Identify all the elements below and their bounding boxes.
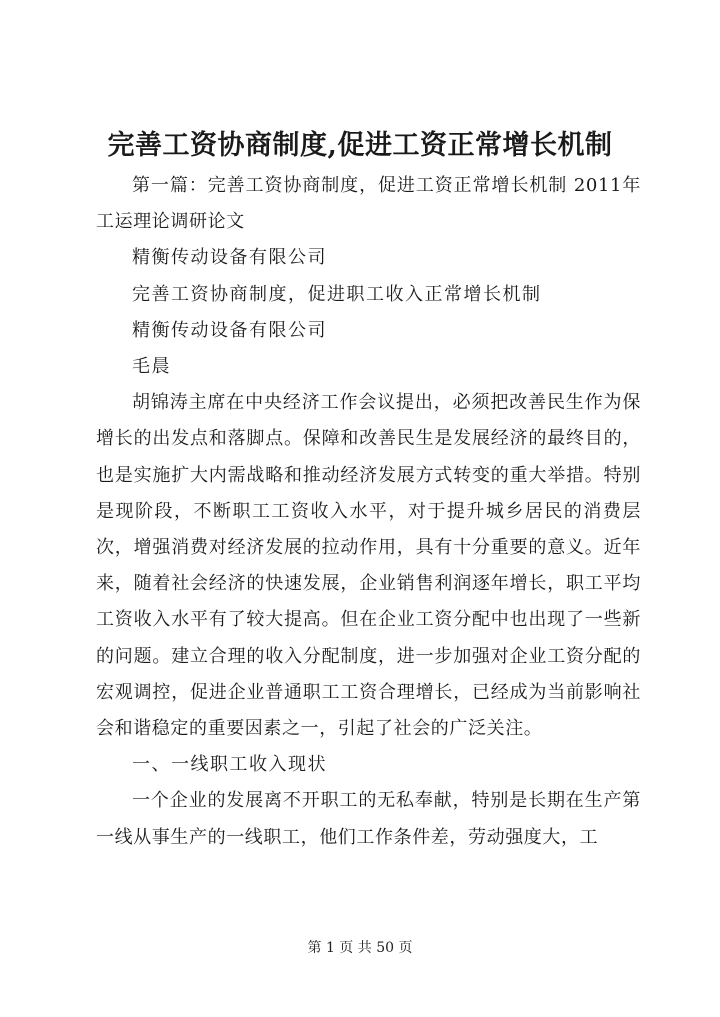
- document-body: [96, 168, 641, 856]
- paragraph-article-title: 完善工资协商制度，促进职工收入正常增长机制: [132, 283, 542, 305]
- document-title: 完善工资协商制度,促进工资正常增长机制: [107, 130, 613, 161]
- paragraph-introduction: 胡锦涛主席在中央经济工作会议提出，必须把改善民生作为保增长的出发点和落脚点。保障和改善民生是发展经济的最终目的，也是实施扩大内需战略和推动经济发展方式转变的重大举措。特别是现阶段，不断职工工资收入水平，对于提升城乡居民的消费层次，增强消费对经济发展的拉动作用，具有十分重要的意义。近年来，随着社会经济的快速发展，企业销售利润逐年增长，职工平均工资收入水平有了较大提高。但在企业工资分配中也出现了一些新的问题。建立合理的收入分配制度，进一步加强对企业工资分配的宏观调控，促进企业普通职工工资合理增长，已经成为当前影响社会和谐稳定的重要因素之一，引起了社会的广泛关注。: [96, 392, 641, 740]
- paragraph-heading-first-article: 第一篇：完善工资协商制度，促进工资正常增长机制 2011年工运理论调研论文: [96, 175, 641, 233]
- page-footer: 第 1 页 共 50 页: [307, 940, 413, 956]
- paragraph-company-name: 精衡传动设备有限公司: [132, 247, 327, 269]
- paragraph-section-heading: 一、一线职工收入现状: [132, 754, 327, 776]
- paragraph-section-body: 一个企业的发展离不开职工的无私奉献，特别是长期在生产第一线从事生产的一线职工，他们工作条件差，劳动强度大，工: [96, 790, 641, 848]
- paragraph-company-name-repeat: 精衡传动设备有限公司: [132, 319, 327, 341]
- paragraph-author: 毛晨: [132, 356, 171, 378]
